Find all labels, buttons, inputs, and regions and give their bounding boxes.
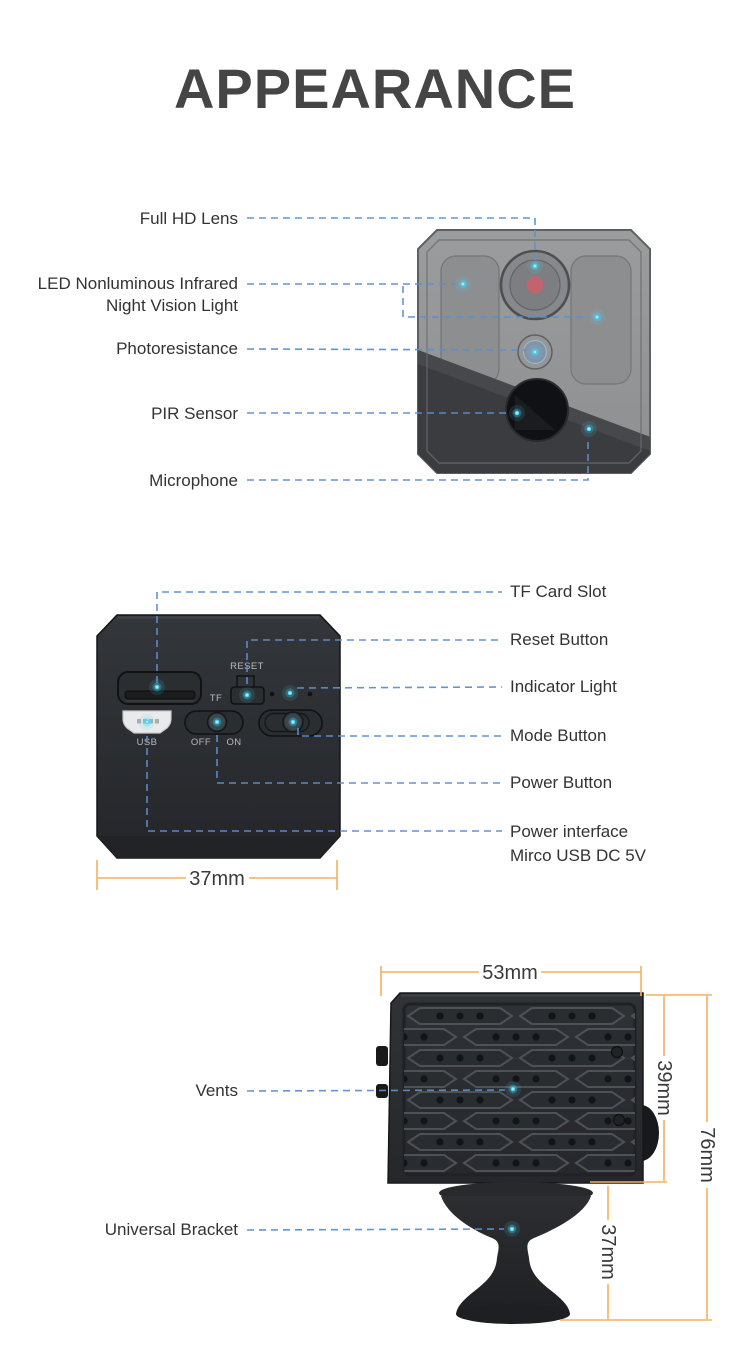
glow-mode-switch xyxy=(285,714,301,730)
label-indicator-light: Indicator Light xyxy=(510,677,617,696)
glow-lens xyxy=(527,258,543,274)
lens-red-dot xyxy=(527,277,544,294)
label-vents: Vents xyxy=(195,1081,238,1100)
label-photoresistance: Photoresistance xyxy=(116,339,238,358)
glow-microphone xyxy=(581,421,597,437)
glow-reset xyxy=(239,687,255,703)
label-full-hd-lens: Full HD Lens xyxy=(139,209,238,228)
label-universal-bracket: Universal Bracket xyxy=(104,1220,238,1239)
glow-vents xyxy=(505,1081,521,1097)
label-power-button: Power Button xyxy=(510,773,613,792)
dim-76mm-text: 76mm xyxy=(696,1127,718,1183)
dim-39mm-text: 39mm xyxy=(653,1060,675,1116)
on-label: ON xyxy=(226,737,242,748)
glow-pir xyxy=(509,405,525,421)
label-reset-button: Reset Button xyxy=(510,630,609,649)
universal-bracket xyxy=(439,1182,593,1324)
camera-side-view xyxy=(352,993,736,1324)
dim-37mm-bracket-text: 37mm xyxy=(597,1224,619,1280)
label-led-line2: Night Vision Light xyxy=(106,296,238,315)
glow-ir-right xyxy=(589,309,605,325)
label-led-line1: LED Nonluminous Infrared xyxy=(37,274,238,293)
label-mode-button: Mode Button xyxy=(510,726,607,745)
dim-37mm-width-text: 37mm xyxy=(189,868,245,890)
glow-photoresistor xyxy=(527,344,543,360)
tf-label: TF xyxy=(209,693,223,704)
reset-label: RESET xyxy=(230,661,264,672)
glow-tf-slot xyxy=(149,679,165,695)
side-screw-1 xyxy=(612,1047,623,1058)
bottom-bevel xyxy=(97,836,340,858)
dim-53mm-text: 53mm xyxy=(482,962,538,984)
side-button-1 xyxy=(376,1046,388,1066)
page-title: APPEARANCE xyxy=(173,57,577,120)
label-microphone: Microphone xyxy=(149,471,238,490)
label-pir-sensor: PIR Sensor xyxy=(151,404,238,423)
side-screw-2 xyxy=(614,1115,625,1126)
label-tf-card-slot: TF Card Slot xyxy=(510,582,607,601)
glow-usb xyxy=(139,714,155,730)
glow-indicator xyxy=(282,685,298,701)
glow-bracket xyxy=(504,1221,520,1237)
label-power-interface-line1: Power interface xyxy=(510,822,629,841)
glow-ir-left xyxy=(455,276,471,292)
off-label: OFF xyxy=(190,737,212,748)
glow-power-switch xyxy=(209,714,225,730)
label-power-interface-line2: Mirco USB DC 5V xyxy=(510,846,647,865)
usb-label: USB xyxy=(136,737,158,748)
